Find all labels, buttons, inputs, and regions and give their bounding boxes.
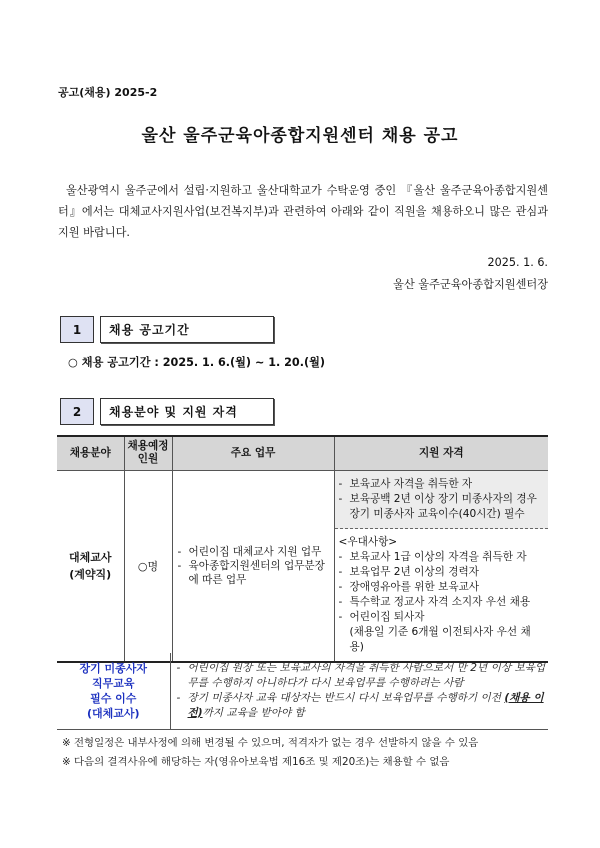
issuer-name: 울산 울주군육아종합지원센터장 [393, 278, 548, 291]
notice-date: 2025. 1. 6. [487, 256, 548, 269]
preferred-title: <우대사항> [338, 535, 398, 548]
section-2-title: 채용분야 및 지원 자격 [100, 398, 274, 425]
header-field: 채용분야 [57, 436, 124, 470]
table-row [57, 653, 548, 729]
header-count-line2: 인원 [137, 453, 159, 466]
field-type: (계약직) [69, 567, 112, 581]
section-2-header [60, 398, 274, 425]
intro-paragraph [58, 180, 548, 243]
header-qualifications: 지원 자격 [334, 436, 548, 470]
required-item: - 보육교사 자격을 취득한 자 [338, 477, 473, 490]
note-item: ※ 다음의 결격사유에 해당하는 자(영유아보육법 제16조 및 제20조)는 채용할 수 없음 [62, 756, 450, 768]
intro-text: 울산광역시 울주군에서 설립·지원하고 울산대학교가 수탁운영 중인 『울산 울주군육아종합지원센터』에서는 대체교사지원사업(보건복지부)과 관련하여 아래와 같이 직원을 채용하오니 많은 관심과 지원 바랍니다. [58, 184, 548, 239]
section-1-title: 채용 공고기간 [100, 316, 274, 343]
note-item: ※ 전형일정은 내부사정에 의해 변경될 수 있으며, 적격자가 없는 경우 선발하지 않을 수 있음 [62, 737, 479, 749]
table-header-row [57, 436, 548, 470]
header-count-line1: 채용예정 [127, 440, 169, 453]
posting-period-text: 채용 공고기간 : 2025. 1. 6.(월) ~ 1. 20.(월) [81, 356, 325, 369]
cell-duties [172, 470, 334, 662]
preferred-qualifications [335, 529, 549, 661]
circle-bullet-icon: ○ [68, 356, 78, 369]
training-label: 장기 미종사자 직무교육 필수 이수 (대체교사) [57, 653, 170, 729]
field-name: 대체교사 [68, 550, 112, 564]
training-description [170, 653, 548, 729]
table-row [57, 470, 548, 662]
training-item: - 어린이집 원장 또는 보육교사의 자격을 취득한 사람으로서 만 2년 이상 보육업무를 수행하지 아니하다가 다시 보육업무를 수행하려는 사람 [176, 661, 546, 689]
header-count [124, 436, 172, 470]
section-1-number: 1 [60, 316, 94, 343]
training-item: - 장기 미종사자 교육 대상자는 반드시 다시 보육업무를 수행하기 이전 (채용 이전)까지 교육을 받아야 함 [176, 691, 544, 719]
required-qualifications [335, 471, 549, 529]
section-2-number: 2 [60, 398, 94, 425]
preferred-item: - 장애영유아를 위한 보육교사 [338, 580, 480, 593]
preferred-item: - 보육업무 2년 이상의 경력자 [338, 565, 479, 578]
cell-field [57, 470, 124, 662]
cell-count: ○명 [124, 470, 172, 662]
posting-period [68, 354, 325, 370]
section-1-header [60, 316, 274, 343]
training-requirement-table [57, 653, 548, 730]
preferred-item: - 어린이집 퇴사자 [338, 610, 425, 623]
recruitment-table [57, 435, 548, 663]
preferred-item: - 보육교사 1급 이상의 자격을 취득한 자 [338, 550, 527, 563]
cell-qualifications [334, 470, 548, 662]
notes [62, 734, 478, 772]
preferred-note: (채용일 기준 6개월 이전퇴사자 우선 채용) [349, 625, 531, 653]
required-item: - 보육공백 2년 이상 장기 미종사자의 경우 장기 미종사자 교육이수(40시간) 필수 [338, 492, 537, 520]
document-number: 공고(채용) 2025-2 [58, 86, 158, 99]
header-duties: 주요 업무 [172, 436, 334, 470]
duty-item: - 어린이집 대체교사 지원 업무 [177, 545, 322, 558]
preferred-item: - 특수학교 정교사 자격 소지자 우선 채용 [338, 595, 531, 608]
duty-item: - 육아종합지원센터의 업무분장에 따른 업무 [177, 559, 325, 586]
training-emphasis: (채용 이전) [187, 691, 544, 719]
page-title: 울산 울주군육아종합지원센터 채용 공고 [141, 126, 459, 146]
